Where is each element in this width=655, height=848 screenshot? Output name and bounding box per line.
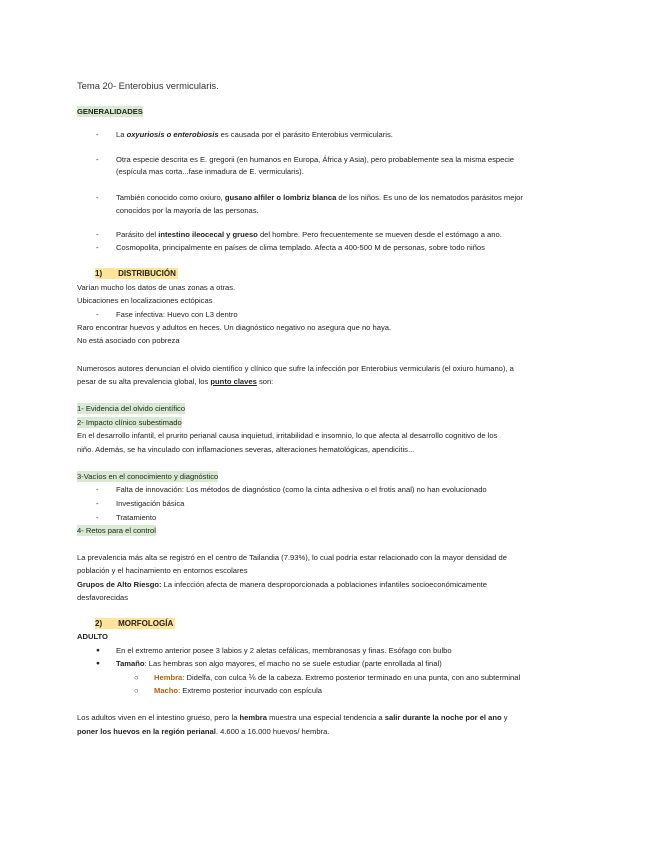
paragraph-line: En el desarrollo infantil, el prurito perianal causa inquietud, irritabilidad e insomnio, lo que afecta al desarrollo cognitivo de los bbox=[77, 431, 498, 440]
bullet-dot: ● bbox=[96, 660, 100, 667]
list-item: Investigación básica bbox=[116, 499, 185, 508]
list-item: Falta de innovación: Los métodos de diagnóstico (como la cinta adhesiva o el frotis anal) no han evolucionado bbox=[116, 485, 487, 494]
list-item: En el extremo anterior posee 3 labios y 2 aletas cefálicas, membranosas y finas. Esófago con bulbo bbox=[116, 646, 452, 655]
key-point-3: 3-Vacíos en el conocimiento y diagnóstico bbox=[77, 472, 219, 481]
paragraph-line bbox=[77, 726, 329, 737]
paragraph-line: Raro encontrar huevos y adultos en heces. Un diagnóstico negativo no asegura que no haya. bbox=[77, 323, 392, 332]
subheading-adulto: ADULTO bbox=[77, 632, 108, 641]
text-run: de los niños. Es uno de los nematodos parásitos mejor bbox=[336, 193, 523, 202]
list-item bbox=[116, 192, 523, 203]
list-item-continuation: conocidos por la mayoría de las personas. bbox=[116, 206, 259, 215]
section-number: 1) bbox=[95, 269, 103, 278]
list-item: Cosmopolita, principalmente en países de clima templado. Afecta a 400-500 M de personas, sobre todo niños bbox=[116, 243, 485, 252]
text-run: : Las hembras son algo mayores, el macho no se suele estudiar (parte enrollada al final) bbox=[144, 659, 442, 668]
section-heading-distribucion bbox=[95, 268, 178, 279]
text-run: del hombre. Pero frecuentemente se mueven desde el estómago a ano. bbox=[257, 230, 502, 239]
paragraph-line bbox=[77, 376, 273, 387]
dash-bullet: - bbox=[96, 310, 99, 319]
list-item-continuation: (espícula mas corta...fase inmadura de E. vermicularis). bbox=[116, 167, 304, 176]
bullet-dot: ● bbox=[96, 647, 100, 654]
paragraph-line: No está asociado con pobreza bbox=[77, 336, 180, 345]
emphasis-text: oxyuriosis o enterobiosis bbox=[126, 130, 219, 139]
bold-text: Grupos de Alto Riesgo: bbox=[77, 580, 162, 589]
text-run: Los adultos viven en el intestino grueso, pero la bbox=[77, 713, 240, 722]
dash-bullet: - bbox=[96, 243, 99, 252]
key-point-2: 2- Impacto clínico subestimado bbox=[77, 418, 182, 427]
text-run: muestra una especial tendencia a bbox=[266, 713, 385, 722]
bold-text: gusano alfiler o lombriz blanca bbox=[224, 193, 337, 202]
paragraph-line: población y el hacinamiento en entornos escolares bbox=[77, 566, 248, 575]
list-item bbox=[116, 658, 442, 669]
bold-text: Tamaño bbox=[116, 659, 145, 668]
text-run: son: bbox=[256, 377, 274, 386]
bullet-circle: ○ bbox=[134, 673, 139, 682]
text-run: Parásito del bbox=[116, 230, 159, 239]
section-title: MORFOLOGÍA bbox=[118, 619, 174, 628]
list-item bbox=[116, 229, 502, 240]
paragraph-line: desfavorecidas bbox=[77, 593, 129, 602]
text-run: También conocido como oxiuro, bbox=[116, 193, 225, 202]
list-item bbox=[116, 129, 393, 140]
paragraph-line: Ubicaciones en localizaciones ectópicas bbox=[77, 296, 213, 305]
dash-bullet: - bbox=[96, 155, 99, 164]
section-title: DISTRIBUCIÓN bbox=[118, 269, 176, 278]
text-run: es causada por el parásito Enterobius vermicularis. bbox=[218, 130, 393, 139]
section-number: 2) bbox=[95, 619, 103, 628]
underlined-text: punto claves bbox=[210, 377, 257, 386]
text-run: . 4.600 a 16.000 huevos/ hembra. bbox=[215, 727, 330, 736]
paragraph-line bbox=[77, 712, 508, 723]
label-hembra: Hembra bbox=[154, 673, 183, 682]
text-run: La bbox=[116, 130, 127, 139]
dash-bullet: - bbox=[96, 130, 99, 139]
list-item: Fase infectiva: Huevo con L3 dentro bbox=[116, 310, 238, 319]
paragraph-line: Numerosos autores denuncian el olvido científico y clínico que sufre la infección por Enterobius vermicularis (el oxiuro humano), a bbox=[77, 364, 514, 373]
paragraph-line bbox=[77, 579, 487, 590]
text-run: : Extremo posterior incurvado con espícula bbox=[178, 686, 322, 695]
section-heading-generalidades: GENERALIDADES bbox=[77, 107, 143, 116]
bold-text: poner los huevos en la región perianal bbox=[77, 727, 216, 736]
bold-text: intestino ileocecal y grueso bbox=[158, 230, 258, 239]
dash-bullet: - bbox=[96, 230, 99, 239]
paragraph-line: La prevalencia más alta se registró en el centro de Tailandia (7.93%), lo cual podría estar relacionado con la mayor densidad de bbox=[77, 553, 508, 562]
bold-text: hembra bbox=[239, 713, 267, 722]
text-run: pesar de su alta prevalencia global, los bbox=[77, 377, 211, 386]
list-item bbox=[154, 685, 322, 696]
text-run: La infección afecta de manera desproporcionada a poblaciones infantiles socioeconómicamente bbox=[161, 580, 488, 589]
key-point-1: 1- Evidencia del olvido científico bbox=[77, 404, 186, 413]
dash-bullet: - bbox=[96, 193, 99, 202]
list-item: Otra especie descrita es E. gregorii (en humanos en Europa, África y Asia), pero probablemente sea la misma especie bbox=[116, 155, 515, 164]
dash-bullet: - bbox=[96, 513, 99, 522]
text-run: : Didelfa, con culca ⅙ de la cabeza. Extremo posterior terminado en una punta, con ano subterminal bbox=[182, 673, 521, 682]
section-heading-morfologia bbox=[95, 618, 175, 629]
paragraph-line: niño. Además, se ha vinculado con inflamaciones severas, alteraciones hematológicas, apendicitis... bbox=[77, 445, 415, 454]
paragraph-line: Varían mucho los datos de unas zonas a otras. bbox=[77, 283, 236, 292]
text-run: y bbox=[501, 713, 508, 722]
dash-bullet: - bbox=[96, 485, 99, 494]
list-item bbox=[154, 672, 520, 683]
bold-text: salir durante la noche por el ano bbox=[384, 713, 502, 722]
bullet-circle: ○ bbox=[134, 686, 139, 695]
list-item: Tratamiento bbox=[116, 513, 157, 522]
label-macho: Macho bbox=[154, 686, 179, 695]
key-point-4: 4- Retos para el control bbox=[77, 526, 156, 535]
dash-bullet: - bbox=[96, 499, 99, 508]
document-title: Tema 20- Enterobius vermicularis. bbox=[77, 80, 219, 91]
